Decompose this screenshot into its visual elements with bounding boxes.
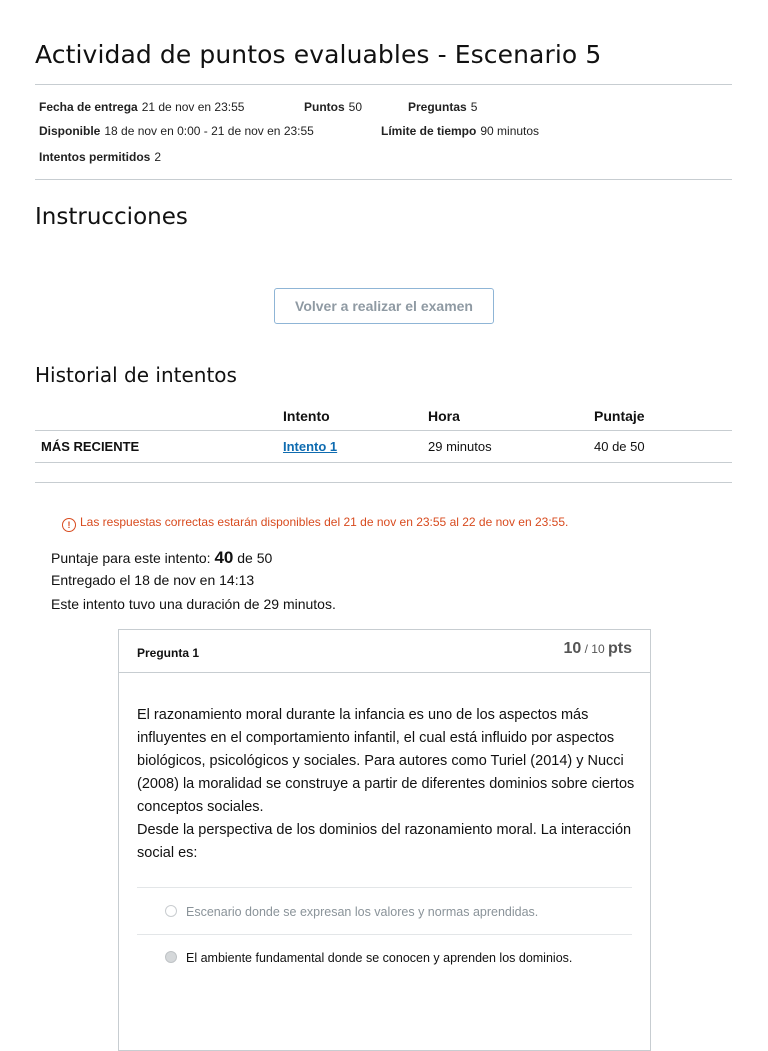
retake-exam-button[interactable]: Volver a realizar el examen <box>274 288 494 324</box>
notice-text: Las respuestas correctas estarán disponibles del 21 de nov en 23:55 al 22 de nov en 23:55. <box>80 515 569 529</box>
points-unit: pts <box>608 640 632 657</box>
due-date <box>39 100 244 114</box>
instructions-heading: Instrucciones <box>35 204 188 230</box>
question-card <box>118 629 651 1051</box>
time-limit-label: Límite de tiempo <box>381 124 477 138</box>
row-label: MÁS RECIENTE <box>41 439 140 454</box>
answer-option[interactable]: Escenario donde se expresan los valores y normas aprendidas. <box>165 905 538 919</box>
question-points <box>564 640 633 658</box>
submitted-date: Entregado el 18 de nov en 14:13 <box>51 572 255 588</box>
questions <box>408 100 477 114</box>
attempt-time: 29 minutos <box>428 439 492 454</box>
divider <box>35 84 732 85</box>
allowed-attempts <box>39 150 161 164</box>
availability-label: Disponible <box>39 124 101 138</box>
warning-icon: ! <box>62 518 76 532</box>
radio-selected-icon[interactable] <box>165 951 177 963</box>
questions-label: Preguntas <box>408 100 467 114</box>
answers-availability-notice <box>62 515 568 532</box>
attempt-history-heading: Historial de intentos <box>35 363 237 387</box>
question-title: Pregunta 1 <box>137 646 200 660</box>
availability-value: 18 de nov en 0:00 - 21 de nov en 23:55 <box>104 124 314 138</box>
attempt-score-summary: Puntaje para este intento: 40 de 50 <box>51 548 273 567</box>
attempt-duration: Este intento tuvo una duración de 29 minutos. <box>51 596 336 612</box>
availability <box>39 124 314 138</box>
time-limit <box>381 124 539 138</box>
points-possible: / 10 <box>584 642 605 656</box>
due-date-value: 21 de nov en 23:55 <box>141 100 245 114</box>
column-header-time: Hora <box>428 408 460 424</box>
divider <box>35 482 732 483</box>
answer-divider <box>137 934 632 935</box>
due-date-label: Fecha de entrega <box>39 100 138 114</box>
page-title: Actividad de puntos evaluables - Escenario 5 <box>35 40 602 69</box>
attempt-score: 40 de 50 <box>594 439 645 454</box>
answer-divider <box>137 887 632 888</box>
points <box>304 100 362 114</box>
time-limit-value: 90 minutos <box>480 124 540 138</box>
questions-value: 5 <box>470 100 478 114</box>
allowed-attempts-label: Intentos permitidos <box>39 150 151 164</box>
answer-option-selected[interactable]: El ambiente fundamental donde se conocen y aprenden los dominios. <box>165 951 572 965</box>
points-label: Puntos <box>304 100 345 114</box>
table-divider <box>35 430 732 431</box>
question-text: El razonamiento moral durante la infancia es uno de los aspectos más influyentes en el comportamiento infantil, el cual está influido por aspectos biológicos, psicológicos y sociales. Para autores como Turiel (2014) y Nucci (2008) la moralidad se construye a partir de diferentes dominios sobre ciertos conceptos sociales. Desde la perspectiva de los dominios del razonamiento moral. La interacción social es: <box>137 707 635 861</box>
points-earned: 10 <box>563 640 582 657</box>
column-header-score: Puntaje <box>594 408 645 424</box>
divider <box>35 179 732 180</box>
table-divider <box>35 462 732 463</box>
points-value: 50 <box>348 100 363 114</box>
attempt-1-link[interactable]: Intento 1 <box>283 439 338 454</box>
column-header-attempt: Intento <box>283 408 330 424</box>
radio-icon[interactable] <box>165 905 177 917</box>
question-header <box>119 630 650 673</box>
score-value: 40 <box>214 548 234 567</box>
allowed-attempts-value: 2 <box>154 150 162 164</box>
